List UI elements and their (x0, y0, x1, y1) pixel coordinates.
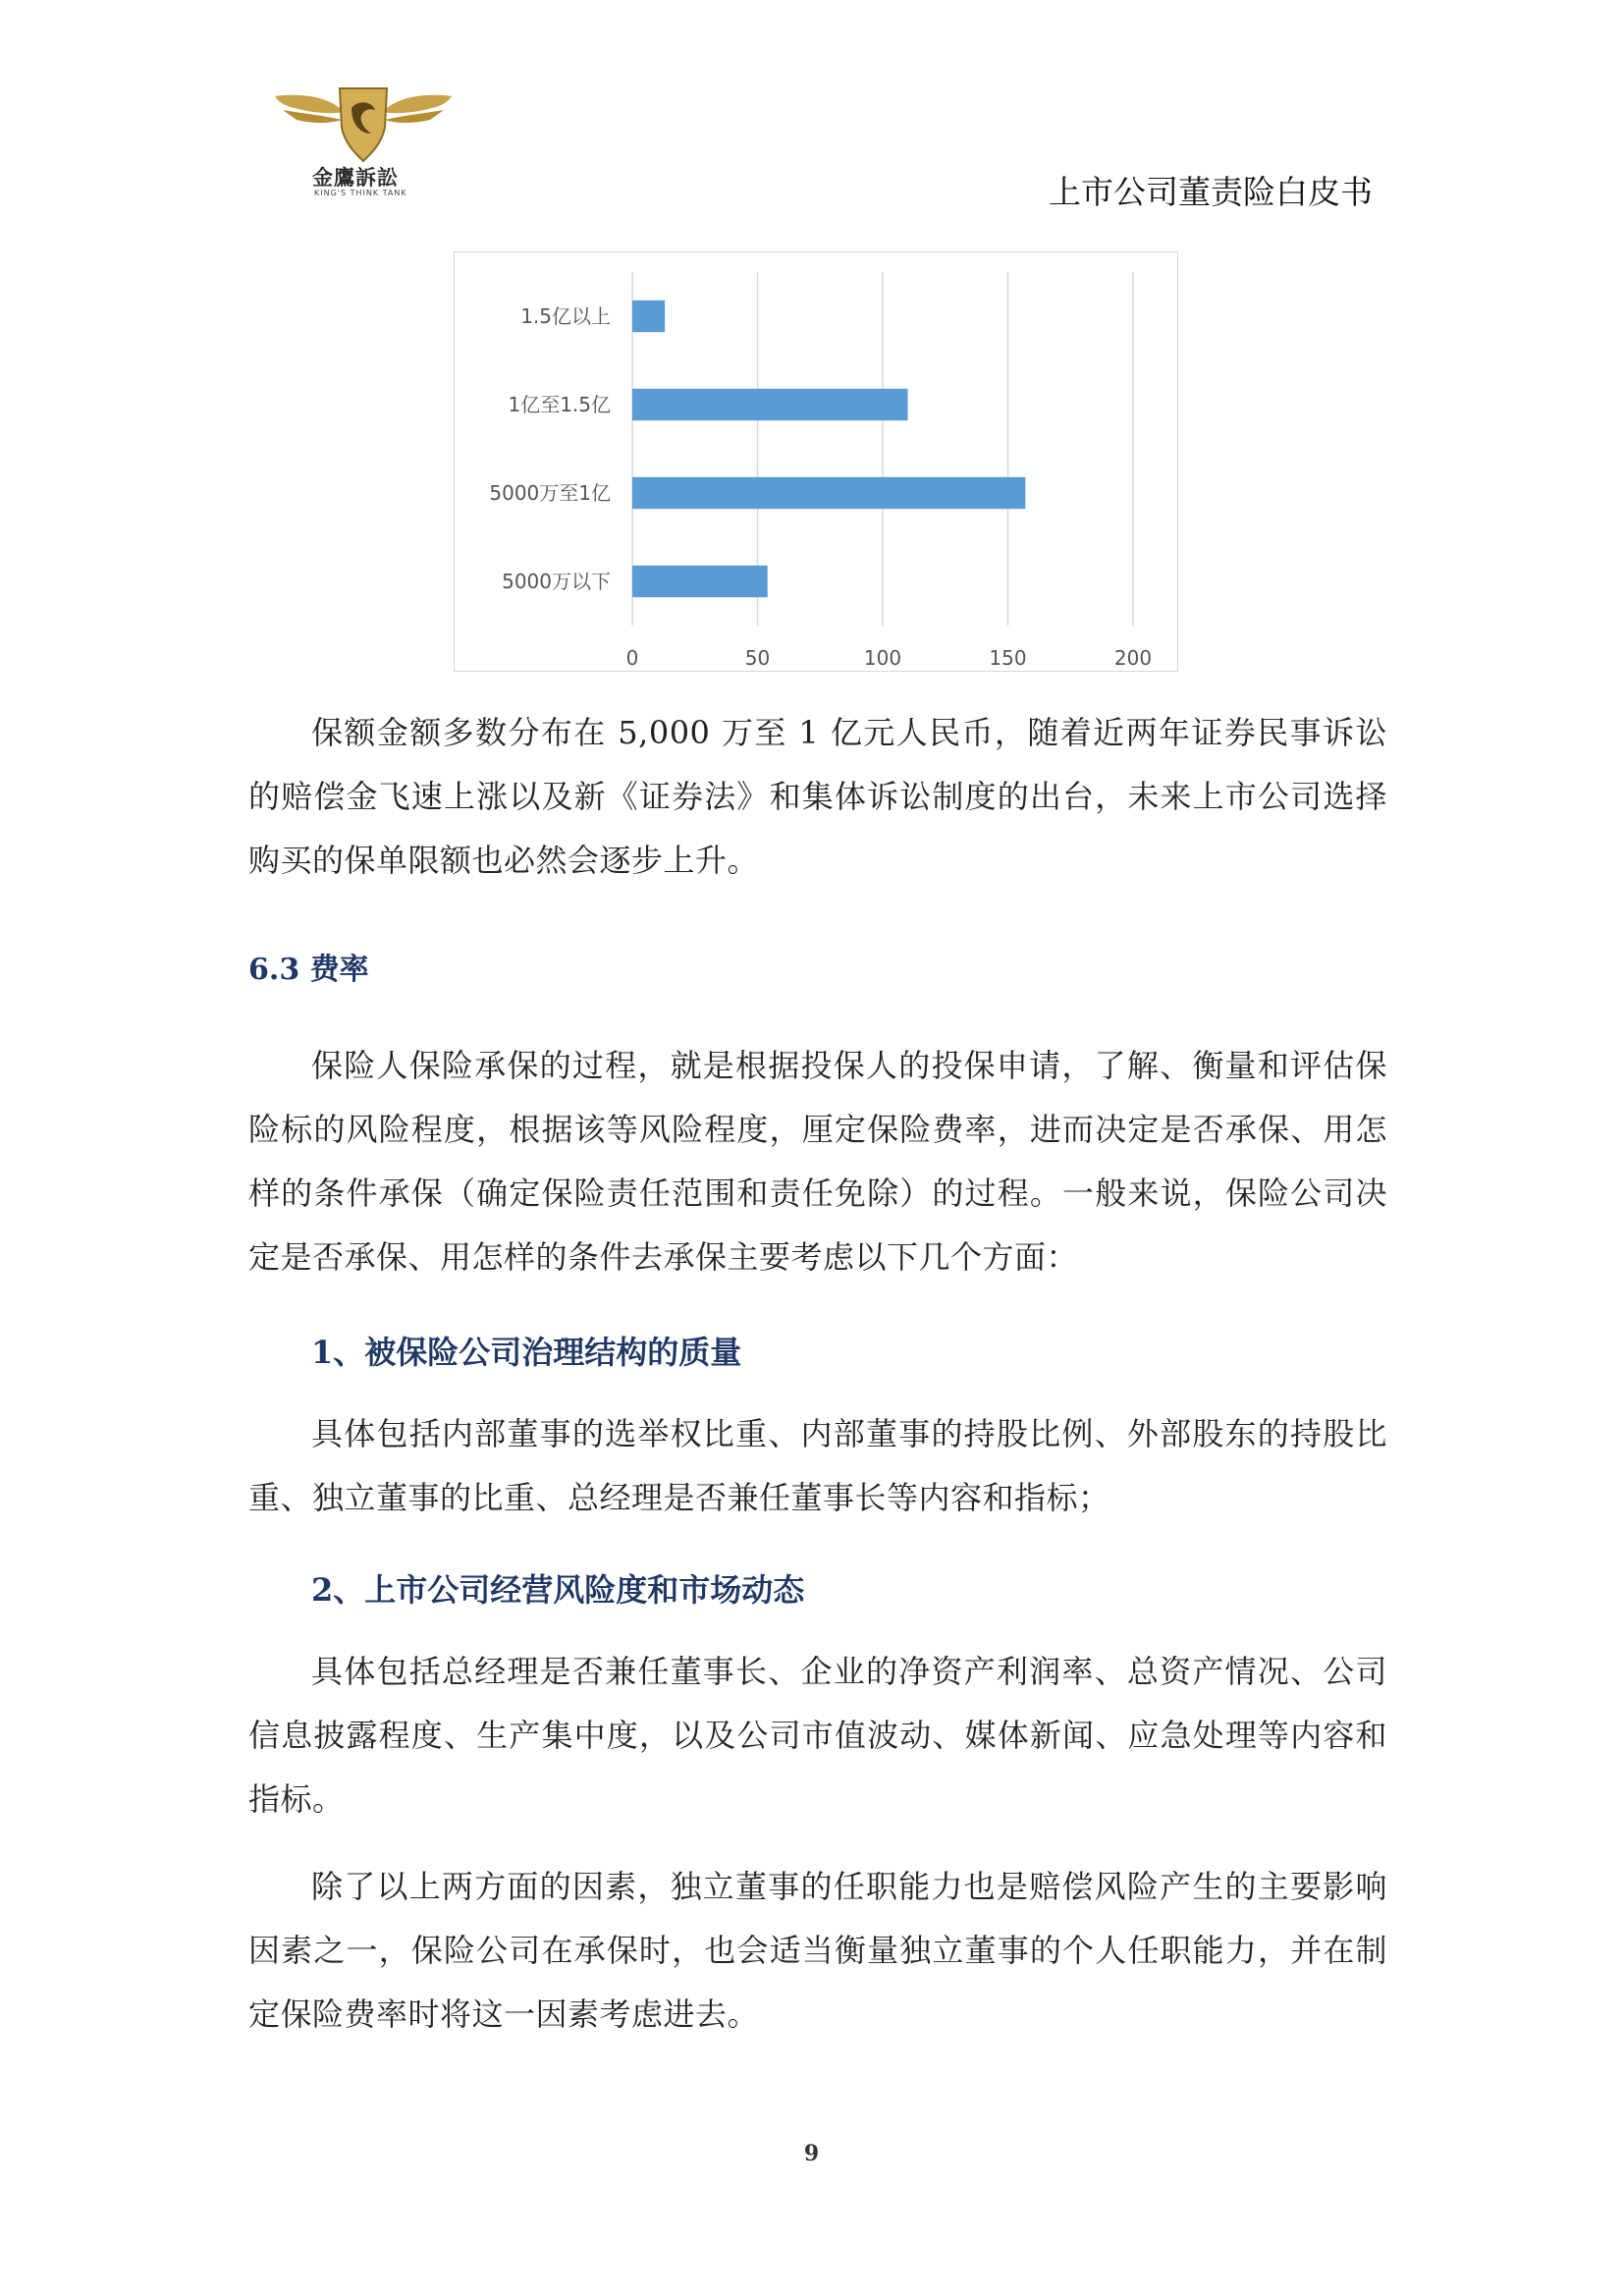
bar (632, 566, 768, 597)
x-tick-label: 150 (989, 646, 1027, 670)
paragraph-underwriting: 保险人保险承保的过程，就是根据投保人的投保申请，了解、衡量和评估保险标的风险程度，根据该等风险程度，厘定保险费率，进而决定是否承保、用怎样的条件承保（确定保险责任范围和责任免除）的过程。一般来说，保险公司决定是否承保、用怎样的条件去承保主要考虑以下几个方面： (248, 1047, 1387, 1276)
subheading-operating-risk: 2、上市公司经营风险度和市场动态 (311, 1571, 805, 1609)
x-tick-label: 100 (863, 646, 902, 670)
paragraph-operating-risk: 具体包括总经理是否兼任董事长、企业的净资产利润率、总资产情况、公司信息披露程度、生产集中度，以及公司市值波动、媒体新闻、应急处理等内容和指标。 (248, 1653, 1387, 1818)
x-tick-label: 50 (744, 646, 771, 670)
category-label: 5000万至1亿 (489, 481, 611, 505)
coverage-amount-chart (454, 251, 1178, 672)
subheading-governance: 1、被保险公司治理结构的质量 (311, 1334, 742, 1371)
x-tick-label: 200 (1113, 646, 1153, 670)
bar-chart-svg (455, 252, 1179, 673)
category-label: 1亿至1.5亿 (508, 393, 611, 416)
paragraph-coverage-amount: 保额金额多数分布在 5,000 万至 1 亿元人民币，随着近两年证券民事诉讼的赔偿金飞速上涨以及新《证券法》和集体诉讼制度的出台，未来上市公司选择购买的保单限额也必然会逐步上升。 (248, 714, 1387, 879)
category-label: 1.5亿以上 (520, 304, 611, 328)
bar (632, 389, 908, 420)
section-heading-rates: 6.3 费率 (248, 953, 369, 987)
category-label: 5000万以下 (502, 570, 611, 593)
logo-chinese-name: 金鷹訴訟 (312, 165, 399, 190)
page-number: 9 (803, 2141, 820, 2166)
x-tick-label: 0 (625, 646, 639, 670)
logo-english-name: KING'S THINK TANK (314, 189, 407, 197)
bar (632, 477, 1025, 509)
bar (632, 301, 665, 332)
paragraph-governance: 具体包括内部董事的选举权比重、内部董事的持股比例、外部股东的持股比重、独立董事的比重、总经理是否兼任董事长等内容和指标； (248, 1415, 1387, 1516)
paragraph-independent-directors: 除了以上两方面的因素，独立董事的任职能力也是赔偿风险产生的主要影响因素之一，保险公司在承保时，也会适当衡量独立董事的个人任职能力，并在制定保险费率时将这一因素考虑进去。 (248, 1868, 1387, 2033)
document-title: 上市公司董责险白皮书 (1049, 173, 1373, 211)
